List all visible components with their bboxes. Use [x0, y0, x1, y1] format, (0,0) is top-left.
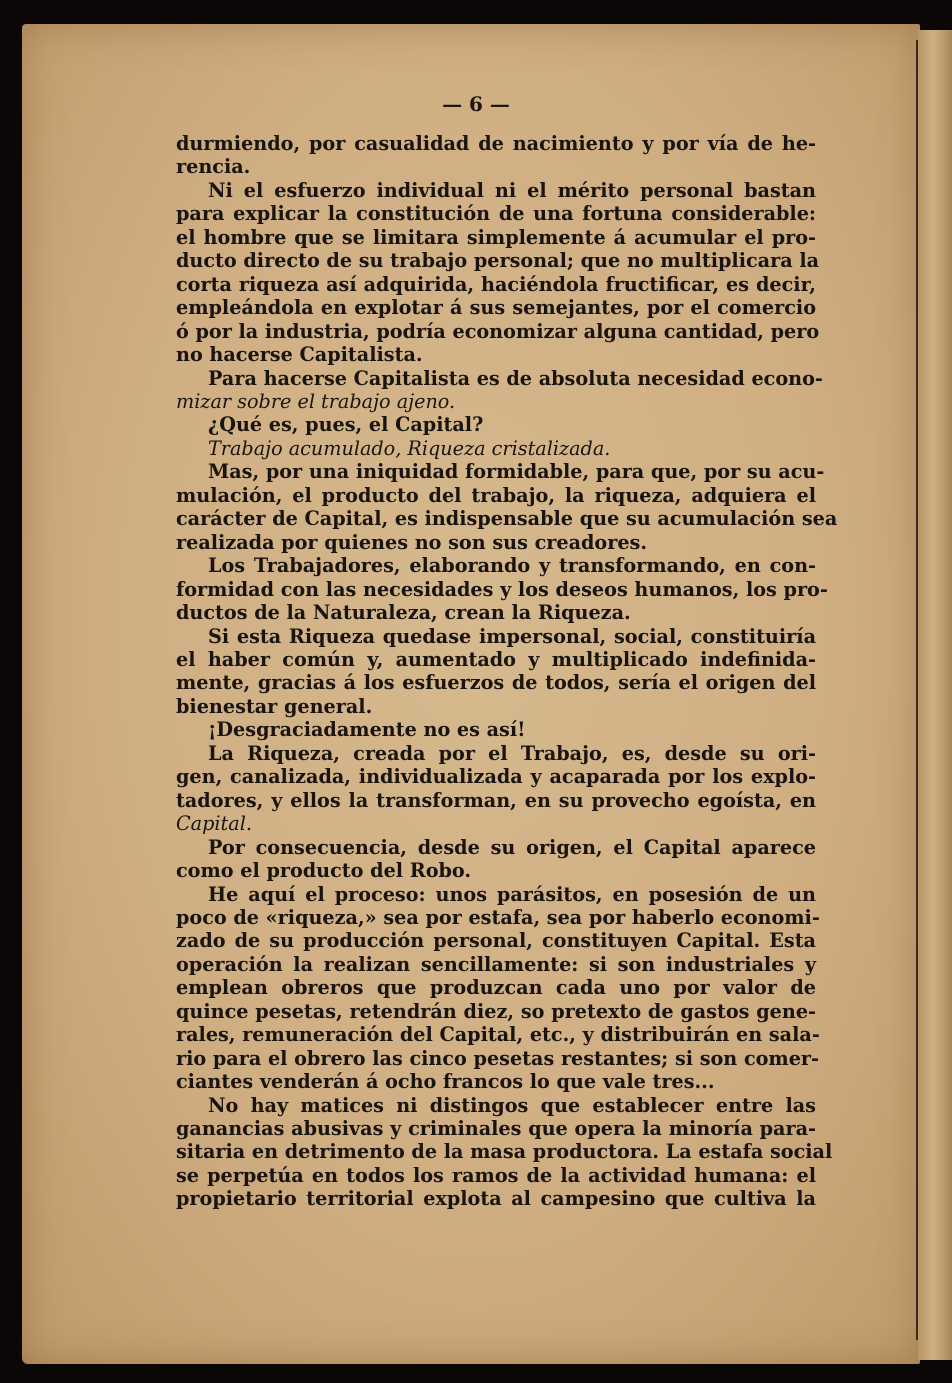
- text-line: mente, gracias á los esfuerzos de todos, sería el origen del: [176, 671, 816, 695]
- text-line: rencia.: [176, 155, 251, 179]
- text-line: rales, remuneración del Capital, etc., y distribuirán en sala-: [176, 1023, 820, 1047]
- text-line: mulación, el producto del trabajo, la riqueza, adquiera el: [176, 483, 816, 507]
- text-line: Ni el esfuerzo individual ni el mérito personal bastan: [208, 178, 816, 202]
- binding-shadow: [916, 40, 918, 1340]
- text-line: empleándola en explotar á sus semejantes, por el comercio: [176, 296, 816, 320]
- text-line: emplean obreros que produzcan cada uno por valor de: [176, 976, 816, 1000]
- text-line: bienestar general.: [176, 694, 373, 718]
- body-text: [176, 132, 838, 1211]
- text-line: zado de su producción personal, constituyen Capital. Esta: [176, 929, 816, 953]
- text-line: se perpetúa en todos los ramos de la actividad humana: el: [176, 1163, 816, 1187]
- text-line: propietario territorial explota al campesino que cultiva la: [176, 1187, 816, 1211]
- text-line: el hombre que se limitara simplemente á acumular el pro-: [176, 225, 816, 249]
- text-line: La Riqueza, creada por el Trabajo, es, desde su ori-: [208, 741, 816, 765]
- text-line: ducto directo de su trabajo personal; que no multiplicara la: [176, 249, 820, 273]
- text-line: ¡Desgraciadamente no es así!: [208, 718, 526, 742]
- text-line: no hacerse Capitalista.: [176, 343, 423, 367]
- text-line: corta riqueza así adquirida, haciéndola fructificar, es decir,: [176, 272, 816, 296]
- text-line: gen, canalizada, individualizada y acaparada por los explo-: [176, 765, 816, 789]
- text-line: para explicar la constitución de una fortuna considerable:: [176, 202, 816, 226]
- text-line: sitaria en detrimento de la masa productora. La estafa social: [176, 1140, 833, 1164]
- text-line: He aquí el proceso: unos parásitos, en posesión de un: [208, 882, 816, 906]
- text-line: mizar sobre el trabajo ajeno.: [176, 389, 456, 413]
- text-line: el haber común y, aumentado y multiplicado indefinida-: [176, 647, 816, 671]
- text-line: durmiendo, por casualidad de nacimiento y por vía de he-: [176, 132, 816, 155]
- page-edge: [918, 30, 952, 1360]
- text-line: Los Trabajadores, elaborando y transformando, en con-: [208, 554, 816, 578]
- text-line: formidad con las necesidades y los deseos humanos, los pro-: [176, 577, 828, 601]
- text-line: Capital.: [176, 812, 252, 836]
- text-line: operación la realizan sencillamente: si son industriales y: [176, 952, 816, 976]
- text-line: No hay matices ni distingos que establecer entre las: [208, 1093, 816, 1117]
- text-line: ó por la industria, podría economizar alguna cantidad, pero: [176, 319, 820, 343]
- text-line: Trabajo acumulado, Riqueza cristalizada.: [208, 436, 611, 460]
- text-line: carácter de Capital, es indispensable que su acumulación sea: [176, 507, 838, 531]
- text-line: ciantes venderán á ocho francos lo que vale tres...: [176, 1070, 715, 1094]
- text-line: quince pesetas, retendrán diez, so pretexto de gastos gene-: [176, 999, 816, 1023]
- text-line: realizada por quienes no son sus creadores.: [176, 530, 648, 554]
- text-line: como el producto del Robo.: [176, 859, 472, 883]
- text-line: Mas, por una iniquidad formidable, para que, por su acu-: [208, 460, 825, 484]
- text-line: Si esta Riqueza quedase impersonal, social, constituiría: [208, 624, 816, 648]
- text-line: tadores, y ellos la transforman, en su provecho egoísta, en: [176, 788, 816, 812]
- text-line: ganancias abusivas y criminales que opera la minoría para-: [176, 1117, 816, 1141]
- text-line: ¿Qué es, pues, el Capital?: [208, 413, 484, 437]
- text-line: rio para el obrero las cinco pesetas restantes; si son comer-: [176, 1046, 820, 1070]
- text-line: Por consecuencia, desde su origen, el Capital aparece: [208, 835, 816, 859]
- text-line: poco de «riqueza,» sea por estafa, sea por haberlo economi-: [176, 905, 820, 929]
- text-line: Para hacerse Capitalista es de absoluta necesidad econo-: [208, 366, 823, 390]
- page-number: — 6 —: [442, 92, 510, 116]
- text-line: ductos de la Naturaleza, crean la Riqueza.: [176, 601, 631, 625]
